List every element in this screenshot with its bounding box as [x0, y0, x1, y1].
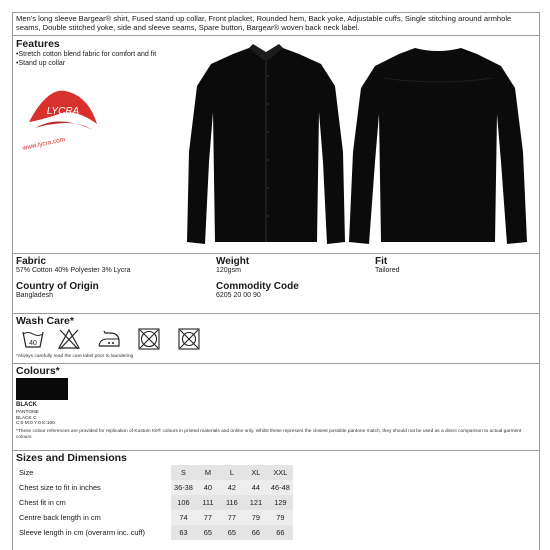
- table-cell: 65: [220, 525, 244, 540]
- wash-care-title: Wash Care*: [16, 315, 74, 327]
- lycra-logo-text: LYCRA: [46, 106, 80, 117]
- lycra-url: www.lycra.com: [21, 136, 66, 152]
- table-cell: 36-38: [171, 480, 196, 495]
- shirt-back-image: [349, 42, 527, 252]
- feature-item: • Stretch cotton blend fabric for comfort and fit: [16, 51, 156, 60]
- commodity-label: Commodity Code: [216, 281, 299, 292]
- shirt-front-image: [187, 42, 345, 252]
- table-cell: 106: [171, 495, 196, 510]
- iron-medium-icon: [97, 328, 121, 350]
- table-cell: 40: [196, 480, 220, 495]
- table-cell: 66: [268, 525, 293, 540]
- table-cell: 42: [220, 480, 244, 495]
- spec-sheet: [12, 12, 540, 550]
- pantone-label: PANTONE: [16, 410, 39, 415]
- colour-name: BLACK: [16, 402, 37, 408]
- wash-40-icon: [21, 328, 45, 350]
- table-cell: 74: [171, 510, 196, 525]
- features-section: [12, 36, 540, 254]
- table-row: [16, 525, 293, 540]
- row-label: Chest fit in cm: [19, 498, 66, 507]
- size-column-header: S: [171, 465, 196, 480]
- sizes-title: Sizes and Dimensions: [16, 452, 127, 464]
- table-row: [16, 495, 293, 510]
- row-label: Centre back length in cm: [19, 513, 101, 522]
- cmyk-value: C:0 M:0 Y:0 K:100: [16, 421, 55, 426]
- fit-value: Tailored: [375, 267, 400, 274]
- sizes-section: [12, 451, 540, 550]
- features-list: [16, 51, 156, 68]
- weight-spec: [216, 256, 249, 275]
- table-cell: 46-48: [268, 480, 293, 495]
- no-dry-clean-icon: [177, 328, 201, 350]
- origin-value: Bangladesh: [16, 292, 53, 299]
- no-bleach-icon: [57, 328, 81, 350]
- size-header-row: [16, 465, 293, 480]
- fabric-value: 57% Cotton 40% Polyester 3% Lycra: [16, 267, 131, 274]
- commodity-value: 6205 20 00 90: [216, 292, 261, 299]
- table-cell: 121: [244, 495, 268, 510]
- table-cell: 116: [220, 495, 244, 510]
- row-label: Sleeve length in cm (overarm inc. cuff): [19, 528, 145, 537]
- size-column-header: M: [196, 465, 220, 480]
- table-cell: 129: [268, 495, 293, 510]
- table-row: [16, 510, 293, 525]
- wash-temp-text: 40: [29, 340, 37, 347]
- table-cell: 63: [171, 525, 196, 540]
- size-table: [16, 465, 293, 540]
- features-title: Features: [16, 38, 60, 50]
- specs-section: [12, 254, 540, 314]
- feature-item: • Stand up collar: [16, 60, 156, 69]
- size-column-header: L: [220, 465, 244, 480]
- colours-title: Colours*: [16, 365, 60, 377]
- fabric-spec: [16, 256, 131, 275]
- origin-spec: [16, 281, 99, 300]
- fit-label: Fit: [375, 256, 388, 267]
- table-row: [16, 480, 293, 495]
- table-cell: 111: [196, 495, 220, 510]
- table-cell: 79: [244, 510, 268, 525]
- size-column-header: XXL: [268, 465, 293, 480]
- row-label: Chest size to fit in inches: [19, 483, 101, 492]
- table-cell: 79: [268, 510, 293, 525]
- weight-label: Weight: [216, 256, 250, 267]
- table-cell: 77: [220, 510, 244, 525]
- table-cell: 77: [196, 510, 220, 525]
- table-cell: 65: [196, 525, 220, 540]
- commodity-spec: [216, 281, 299, 300]
- table-cell: 66: [244, 525, 268, 540]
- size-header-label: Size: [19, 468, 34, 477]
- no-tumble-dry-icon: [137, 328, 161, 350]
- table-cell: 44: [244, 480, 268, 495]
- fabric-label: Fabric: [16, 256, 47, 267]
- pantone-value: BLACK C: [16, 415, 37, 421]
- origin-label: Country of Origin: [16, 281, 99, 292]
- product-description: Men's long sleeve Bargear® shirt, Fused stand up collar, Front placket, Rounded hem, Back yoke, Adjustable cuffs, Single stitching around armhole seams, Double stitched yoke, side and sleeve seams, Spare button, Bargear® woven back neck label.: [12, 12, 540, 36]
- wash-care-section: [12, 314, 540, 364]
- colours-section: [12, 364, 540, 451]
- fit-spec: [375, 256, 400, 275]
- weight-value: 120gsm: [216, 267, 241, 274]
- colour-note: *These colour references are provided for replication of Kustom Kit® colours in printed materials and online only. Whilst these represent the closest possible pantone match, they should not be used as a direct comparison to actual garment colours: [16, 429, 522, 440]
- size-column-header: XL: [244, 465, 268, 480]
- colour-swatch-black: [16, 378, 68, 400]
- lycra-logo: [19, 78, 101, 158]
- wash-care-note: *Always carefully read the care label prior to laundering: [16, 354, 134, 359]
